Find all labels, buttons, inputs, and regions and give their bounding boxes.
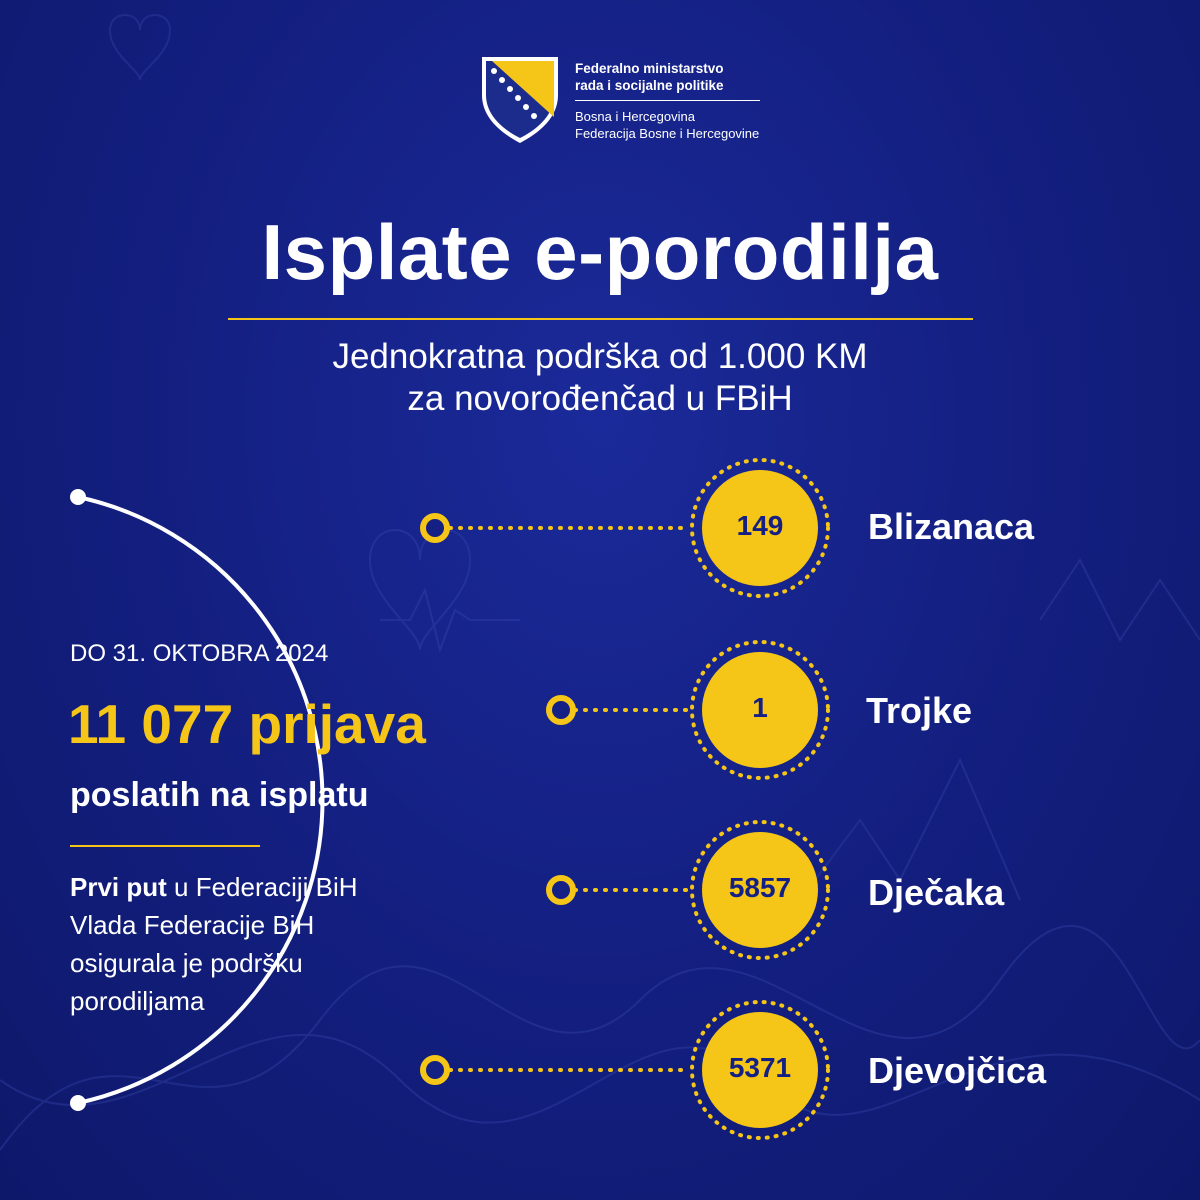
node-2 xyxy=(549,698,573,722)
subtitle-line-1: Jednokratna podrška od 1.000 KM xyxy=(332,337,868,376)
org-line-2: rada i socijalne politike xyxy=(575,78,724,93)
page-title: Isplate e-porodilja xyxy=(261,208,939,296)
stat-label-girls: Djevojčica xyxy=(868,1050,1047,1091)
applications-caption: poslatih na isplatu xyxy=(70,776,369,814)
stat-label-boys: Dječaka xyxy=(868,872,1005,913)
stat-value-triplets: 1 xyxy=(752,692,768,723)
desc-line-4: porodiljama xyxy=(70,986,205,1016)
stat-value-twins: 149 xyxy=(736,510,784,541)
stat-value-girls: 5371 xyxy=(728,1052,792,1083)
subtitle-line-2: za novorođenčad u FBiH xyxy=(407,379,793,418)
applications-count: 11 077 prijava xyxy=(68,693,426,755)
arc-end-top xyxy=(70,489,86,505)
node-1 xyxy=(423,516,447,540)
desc-bold: Prvi put xyxy=(70,872,167,902)
summary-description xyxy=(70,868,358,1020)
arc-end-bottom xyxy=(70,1095,86,1111)
desc-line-1: u Federaciji BiH xyxy=(166,872,358,902)
stat-value-boys: 5857 xyxy=(728,872,792,903)
desc-line-2: Vlada Federacije BiH xyxy=(70,910,315,940)
date-label: DO 31. OKTOBRA 2024 xyxy=(70,640,329,667)
country-line: Bosna i Hercegovina xyxy=(575,109,695,124)
stat-label-twins: Blizanaca xyxy=(868,506,1035,547)
desc-line-3: osigurala je podršku xyxy=(70,948,303,978)
stat-label-triplets: Trojke xyxy=(866,690,973,731)
node-4 xyxy=(423,1058,447,1082)
federation-line: Federacija Bosne i Hercegovine xyxy=(575,126,760,141)
node-3 xyxy=(549,878,573,902)
summary-divider xyxy=(70,845,260,847)
org-line-1: Federalno ministarstvo xyxy=(575,61,724,76)
